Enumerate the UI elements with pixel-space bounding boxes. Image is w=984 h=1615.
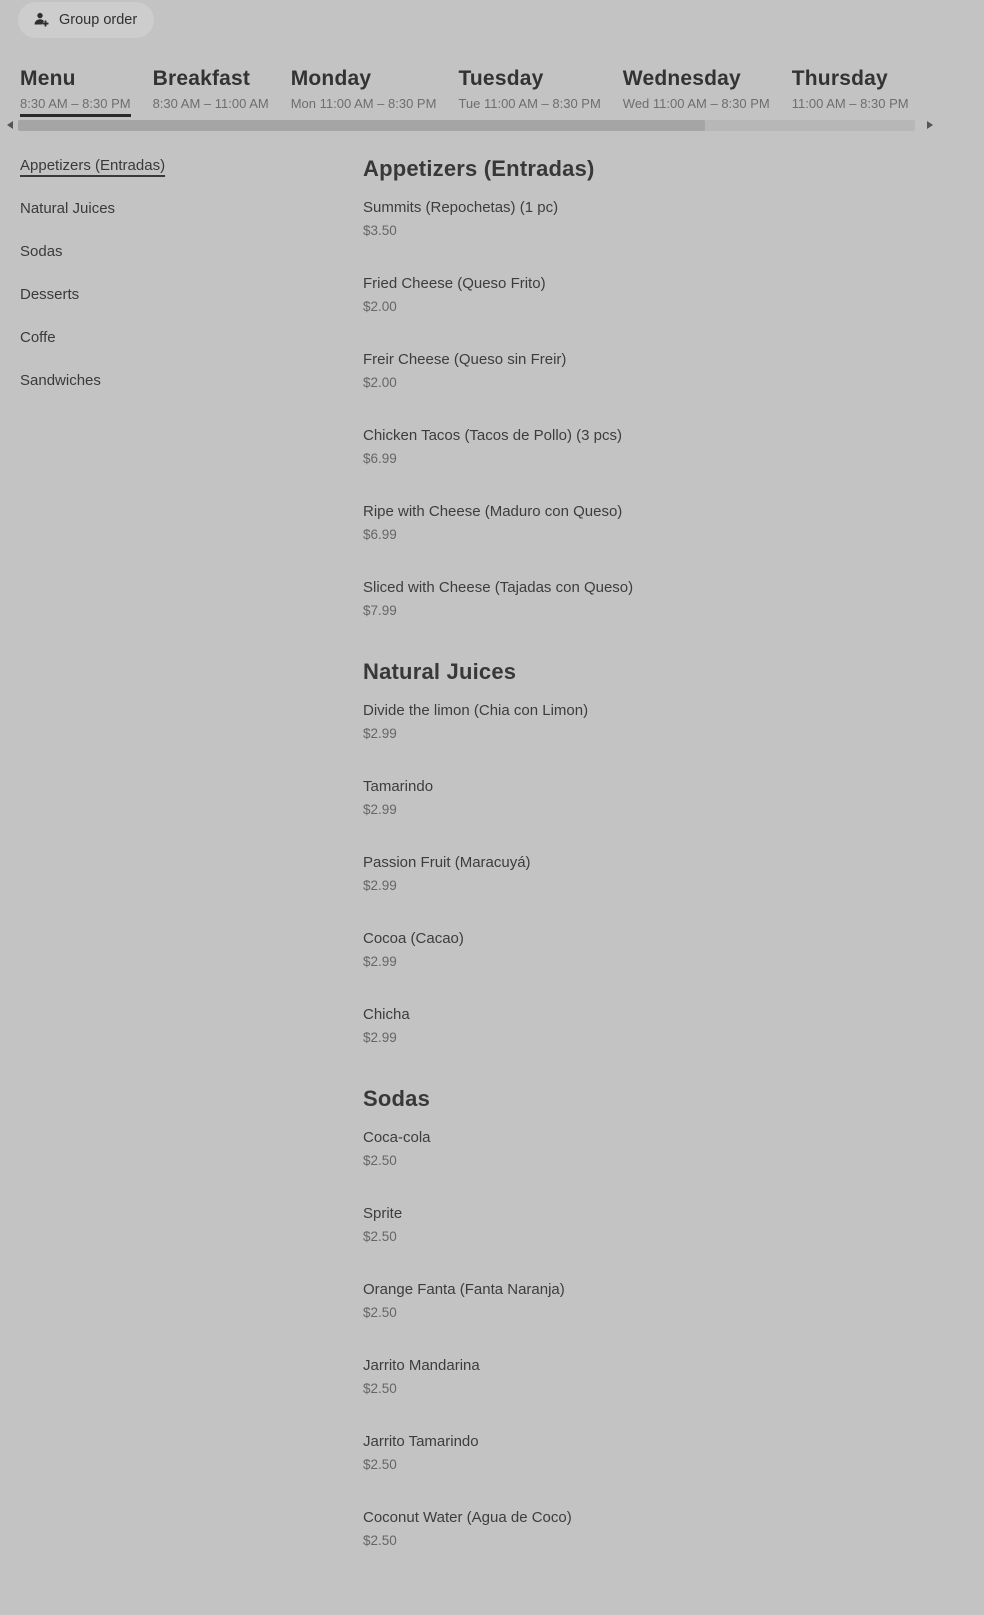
menu-item-name: Jarrito Mandarina	[363, 1357, 480, 1374]
tab-thursday[interactable]	[792, 66, 909, 117]
tab-breakfast[interactable]	[153, 66, 269, 117]
sidebar-item-sandwiches[interactable]: Sandwiches	[20, 372, 101, 389]
menu-tab-bar	[20, 66, 984, 117]
person-add-icon	[32, 11, 50, 29]
menu-item-price: $2.00	[363, 375, 397, 390]
menu-item-price: $2.50	[363, 1457, 397, 1472]
menu-item-name: Coconut Water (Agua de Coco)	[363, 1509, 572, 1526]
menu-item-price: $2.99	[363, 1030, 397, 1045]
category-sidebar	[20, 156, 363, 1584]
menu-item-price: $2.00	[363, 299, 397, 314]
section-title: Appetizers (Entradas)	[363, 156, 595, 181]
menu-item-jarrito-mandarina[interactable]	[363, 1356, 480, 1397]
menu-section-natural-juices	[363, 659, 984, 1046]
menu-item-price: $2.99	[363, 802, 397, 817]
menu-item-name: Sprite	[363, 1205, 403, 1222]
menu-item-name: Coca-cola	[363, 1129, 431, 1146]
menu-item-name: Chicken Tacos (Tacos de Pollo) (3 pcs)	[363, 427, 622, 444]
group-order-label: Group order	[59, 12, 138, 28]
menu-item-divide-the-limon-chia-con-limon[interactable]	[363, 701, 588, 742]
scrollbar-thumb[interactable]	[18, 120, 705, 131]
menu-item-price: $2.50	[363, 1305, 397, 1320]
menu-item-price: $7.99	[363, 603, 397, 618]
menu-item-price: $6.99	[363, 527, 397, 542]
menu-item-name: Orange Fanta (Fanta Naranja)	[363, 1281, 565, 1298]
menu-item-price: $2.50	[363, 1153, 397, 1168]
menu-item-chicken-tacos-tacos-de-pollo-3-pcs[interactable]	[363, 426, 622, 467]
menu-item-sliced-with-cheese-tajadas-con-queso[interactable]	[363, 578, 633, 619]
menu-item-price: $2.99	[363, 878, 397, 893]
menu-section-sodas	[363, 1086, 984, 1549]
sidebar-item-natural-juices[interactable]: Natural Juices	[20, 200, 116, 217]
scroll-right-icon[interactable]	[927, 121, 933, 129]
menu-item-name: Sliced with Cheese (Tajadas con Queso)	[363, 579, 634, 596]
tab-wednesday[interactable]	[623, 66, 770, 117]
menu-item-orange-fanta-fanta-naranja[interactable]	[363, 1280, 565, 1321]
menu-item-name: Tamarindo	[363, 778, 434, 795]
tab-scrollbar	[0, 119, 984, 132]
tab-menu[interactable]	[20, 66, 131, 117]
menu-item-price: $2.50	[363, 1229, 397, 1244]
menu-item-price: $2.99	[363, 726, 397, 741]
menu-item-name: Freir Cheese (Queso sin Freir)	[363, 351, 567, 368]
menu-item-fried-cheese-queso-frito[interactable]	[363, 274, 546, 315]
menu-item-price: $2.50	[363, 1533, 397, 1548]
section-title: Sodas	[363, 1086, 431, 1111]
menu-item-name: Divide the limon (Chia con Limon)	[363, 702, 589, 719]
menu-sections	[363, 156, 984, 1584]
sidebar-item-coffe[interactable]: Coffe	[20, 329, 56, 346]
menu-item-name: Summits (Repochetas) (1 pc)	[363, 199, 559, 216]
tab-label: Tuesday	[458, 67, 544, 90]
menu-item-passion-fruit-maracuy[interactable]	[363, 853, 531, 894]
section-title: Natural Juices	[363, 659, 517, 684]
scroll-left-icon[interactable]	[7, 121, 13, 129]
menu-item-freir-cheese-queso-sin-freir[interactable]	[363, 350, 566, 391]
tab-label: Menu	[20, 67, 76, 90]
menu-item-price: $2.50	[363, 1381, 397, 1396]
tab-label: Monday	[290, 67, 372, 90]
menu-item-coconut-water-agua-de-coco[interactable]	[363, 1508, 572, 1549]
menu-item-tamarindo[interactable]	[363, 777, 433, 818]
menu-item-jarrito-tamarindo[interactable]	[363, 1432, 479, 1473]
scrollbar-track[interactable]	[18, 120, 915, 131]
sidebar-item-desserts[interactable]: Desserts	[20, 286, 80, 303]
menu-item-name: Jarrito Tamarindo	[363, 1433, 479, 1450]
sidebar-item-appetizers-entradas[interactable]: Appetizers (Entradas)	[20, 157, 166, 174]
menu-item-name: Cocoa (Cacao)	[363, 930, 464, 947]
menu-item-name: Fried Cheese (Queso Frito)	[363, 275, 546, 292]
tab-label: Wednesday	[622, 67, 741, 90]
menu-item-summits-repochetas-1-pc[interactable]	[363, 198, 558, 239]
menu-item-name: Passion Fruit (Maracuyá)	[363, 854, 531, 871]
tab-tuesday[interactable]	[458, 66, 600, 117]
menu-item-cocoa-cacao[interactable]	[363, 929, 464, 970]
tab-hours: Wed 11:00 AM – 8:30 PM	[622, 96, 770, 111]
menu-item-sprite[interactable]	[363, 1204, 402, 1245]
tab-hours: 8:30 AM – 11:00 AM	[152, 96, 269, 111]
tab-monday[interactable]	[291, 66, 437, 117]
menu-item-price: $2.99	[363, 954, 397, 969]
tab-hours: Tue 11:00 AM – 8:30 PM	[458, 96, 601, 111]
tab-hours: Mon 11:00 AM – 8:30 PM	[290, 96, 437, 111]
menu-item-price: $3.50	[363, 223, 397, 238]
menu-item-name: Ripe with Cheese (Maduro con Queso)	[363, 503, 623, 520]
menu-content	[0, 156, 984, 1584]
group-order-button[interactable]	[18, 2, 154, 38]
tab-hours: 11:00 AM – 8:30 PM	[791, 96, 909, 111]
tab-hours: 8:30 AM – 8:30 PM	[20, 96, 131, 111]
menu-item-price: $6.99	[363, 451, 397, 466]
tab-label: Breakfast	[152, 67, 251, 90]
menu-item-coca-cola[interactable]	[363, 1128, 431, 1169]
menu-item-chicha[interactable]	[363, 1005, 410, 1046]
menu-item-name: Chicha	[363, 1006, 410, 1023]
menu-item-ripe-with-cheese-maduro-con-queso[interactable]	[363, 502, 622, 543]
menu-section-appetizers-entradas	[363, 156, 984, 619]
sidebar-item-sodas[interactable]: Sodas	[20, 243, 63, 260]
tab-label: Thursday	[791, 67, 888, 90]
